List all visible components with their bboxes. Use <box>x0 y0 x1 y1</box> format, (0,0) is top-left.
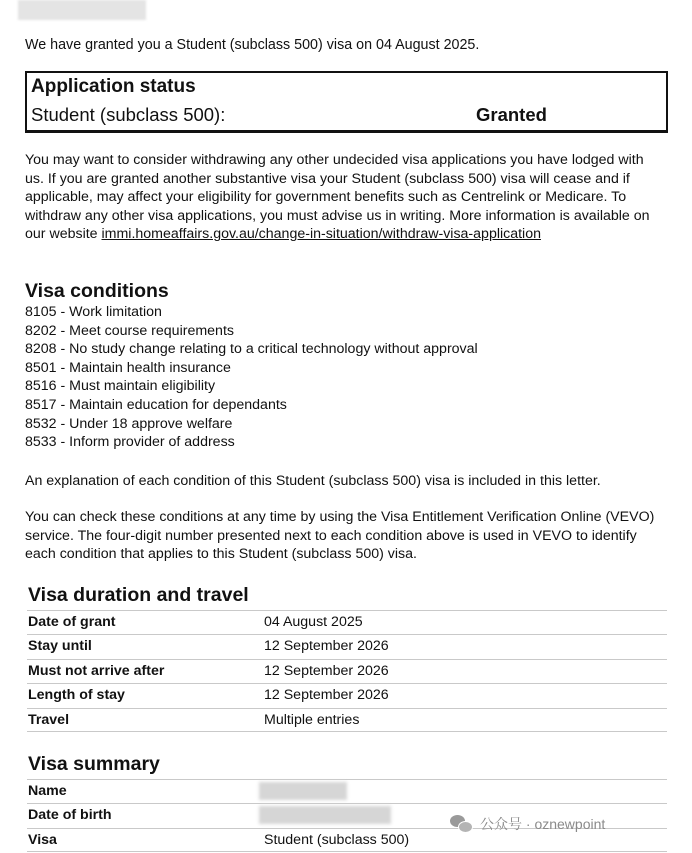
row-value: 12 September 2026 <box>264 662 389 679</box>
conditions-heading: Visa conditions <box>25 280 169 302</box>
condition-item: 8202 - Meet course requirements <box>25 322 234 339</box>
condition-item: 8105 - Work limitation <box>25 304 162 320</box>
condition-item: 8208 - No study change relating to a critical technology without approval <box>25 341 478 358</box>
withdraw-paragraph <box>25 151 665 244</box>
status-value: Granted <box>476 104 547 125</box>
row-label: Must not arrive after <box>28 662 165 679</box>
withdraw-text: You may want to consider withdrawing any other undecided visa applications you have lodged with us. If you are granted another substantive visa your Student (subclass 500) visa will cease and if applicable, may affect your eligibility for government benefits such as Centrelink or Medicare. To withdraw any other visa applications, you must advise us in writing. More information is available on our website <box>25 152 650 243</box>
table-row <box>27 610 667 634</box>
condition-item: 8532 - Under 18 approve welfare <box>25 415 233 432</box>
table-row <box>27 683 667 707</box>
row-label: Name <box>28 783 67 799</box>
condition-item: 8501 - Maintain health insurance <box>25 359 231 376</box>
application-status-box <box>25 71 668 133</box>
table-row <box>27 779 667 803</box>
watermark-text: 公众号 · oznewpoint <box>480 816 606 832</box>
condition-item: 8516 - Must maintain eligibility <box>25 378 216 395</box>
duration-heading: Visa duration and travel <box>28 584 249 606</box>
summary-heading: Visa summary <box>28 753 160 775</box>
duration-table <box>27 610 667 732</box>
wechat-icon <box>450 814 474 834</box>
row-label: Date of birth <box>28 807 112 824</box>
grant-intro: We have granted you a Student (subclass 500) visa on 04 August 2025. <box>25 37 480 53</box>
condition-item: 8533 - Inform provider of address <box>25 434 235 451</box>
row-value: Student (subclass 500) <box>264 831 410 848</box>
row-label: Travel <box>28 711 70 728</box>
redacted-date-of-birth <box>259 806 391 824</box>
watermark <box>450 814 605 834</box>
conditions-list <box>25 303 478 452</box>
row-label: Visa <box>28 831 57 848</box>
status-title: Application status <box>31 76 196 97</box>
row-label: Length of stay <box>28 687 125 704</box>
table-row <box>27 708 667 732</box>
withdraw-link[interactable]: immi.homeaffairs.gov.au/change-in-situation/withdraw-visa-application <box>101 226 541 243</box>
row-label: Date of grant <box>28 614 116 630</box>
table-row <box>27 634 667 658</box>
status-visa-label: Student (subclass 500): <box>31 104 226 125</box>
row-value: 12 September 2026 <box>264 687 389 704</box>
redacted-name <box>259 782 347 800</box>
table-row <box>27 659 667 683</box>
conditions-explanation: An explanation of each condition of this Student (subclass 500) visa is included in this letter. <box>25 473 601 489</box>
row-value: Multiple entries <box>264 711 360 728</box>
condition-item: 8517 - Maintain education for dependants <box>25 396 287 413</box>
row-value: 04 August 2025 <box>264 614 363 630</box>
redacted-header <box>18 0 146 20</box>
row-label: Stay until <box>28 638 92 655</box>
row-value: 12 September 2026 <box>264 638 389 655</box>
vevo-paragraph: You can check these conditions at any time by using the Visa Entitlement Verification Online (VEVO) service. The four-digit number presented next to each condition above is used in VEVO to identify each condition that applies to this Student (subclass 500) visa. <box>25 509 655 563</box>
